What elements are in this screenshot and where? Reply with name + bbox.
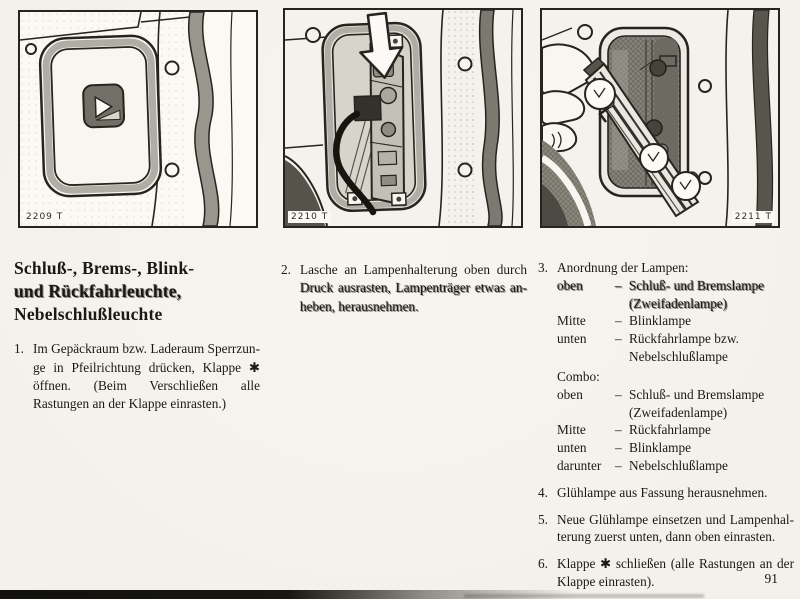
step-text-part-a: Lasche an Lampenhalterung oben durch [300,262,527,277]
lamp-description: Blinklampe [629,440,692,456]
step-text: Klappe ✱ schließen (alle Rastungen an der Klappe einrasten). [557,556,794,589]
heading-line-3: Nebelschlußleuchte [14,303,163,324]
figure-illustration-flap-closed [20,12,256,226]
step-number: 6. [538,556,548,572]
step-3 [538,259,794,475]
dash: – [615,422,622,438]
dash: – [615,386,622,402]
lamp-row [557,330,794,366]
lamp-table-combo [557,386,794,475]
lamp-cover-flap [39,35,161,197]
bulb-icon [640,144,668,172]
step-number: 3. [538,260,548,275]
column-right [538,259,794,591]
dash: – [615,277,622,293]
step-number: 1. [14,341,24,357]
dash: – [615,313,622,329]
lamp-position: oben [557,277,583,293]
step-4 [538,484,794,502]
step-5 [538,511,794,547]
lamp-position: Mitte [557,422,586,438]
lamp-description: Rückfahrlampe [629,422,711,438]
lamp-position: unten [557,440,587,456]
combo-label: Combo: [557,368,600,384]
dash: – [615,331,622,347]
bulb-icon [672,172,700,200]
figure-label: 2211 T [732,211,775,223]
lamp-description: Rückfahrlampe bzw. Nebelschlußlampe [629,331,739,365]
step-text [300,261,527,316]
step-text: Neue Glühlampe einsetzen und Lampenhalterung zuerst unten, dann oben einrasten. [557,511,794,545]
lamp-row [557,439,794,457]
figure-illustration-carrier-removed [542,10,778,226]
step-text [557,259,794,475]
step-text: Glühlampe aus Fassung herausnehmen. [557,484,768,500]
figure-label: 2209 T [23,211,66,223]
bulb-icon [585,79,615,109]
column-left [14,257,260,414]
figure-illustration-lamp-holder-tab [285,10,521,226]
lamp-row [557,277,794,313]
figure-panel-flap-closed [18,10,258,228]
dash: – [615,440,622,456]
lamp-table-standard [557,277,794,366]
scan-edge-smudge-faint [464,594,704,598]
lamp-row [557,312,794,330]
figure-label: 2210 T [288,211,331,223]
step-text-part-b: Druck ausrasten, Lampenträger etwas anheben, herausnehmen. [300,280,527,314]
lamp-position: oben [557,386,583,402]
step-text: Im Gepäckraum bzw. Laderaum Sperrzunge in Pfeilrichtung drücken, Klappe ✱ öffnen. (Beim Verschließen alle Rastungen an der Klappe einrasten.) [33,341,260,412]
lamp-description: Schluß- und Bremslampe (Zweifadenlampe) [629,386,765,420]
figure-panel-carrier-removed [540,8,780,228]
lamp-row [557,386,794,422]
lamp-arrangement-label: Anordnung der Lampen: [557,260,689,275]
lamp-row [557,421,794,439]
heading-line-1: Schluß-, Brems-, Blink- [14,258,195,278]
step-2 [281,261,527,316]
dash: – [615,457,622,473]
step-number: 5. [538,511,548,527]
lamp-description: Nebelschlußlampe [629,457,728,473]
step-number: 4. [538,484,548,500]
column-middle [281,261,527,316]
flap-handle [83,84,124,127]
lamp-row [557,457,794,475]
lamp-description: Blinklampe [629,313,692,329]
page-number: 91 [764,571,778,586]
lamp-description: Schluß- und Bremslampe (Zweifadenlampe) [629,277,765,311]
lamp-position: unten [557,331,587,347]
section-heading [14,257,260,325]
figure-panel-lamp-holder-tab [283,8,523,228]
step-number: 2. [281,262,291,277]
step-6 [538,555,794,591]
lamp-position: darunter [557,457,602,473]
step-1 [14,340,260,413]
lamp-position: Mitte [557,313,586,329]
heading-line-2: und Rückfahrleuchte, [14,280,182,301]
empty-socket [650,60,666,76]
